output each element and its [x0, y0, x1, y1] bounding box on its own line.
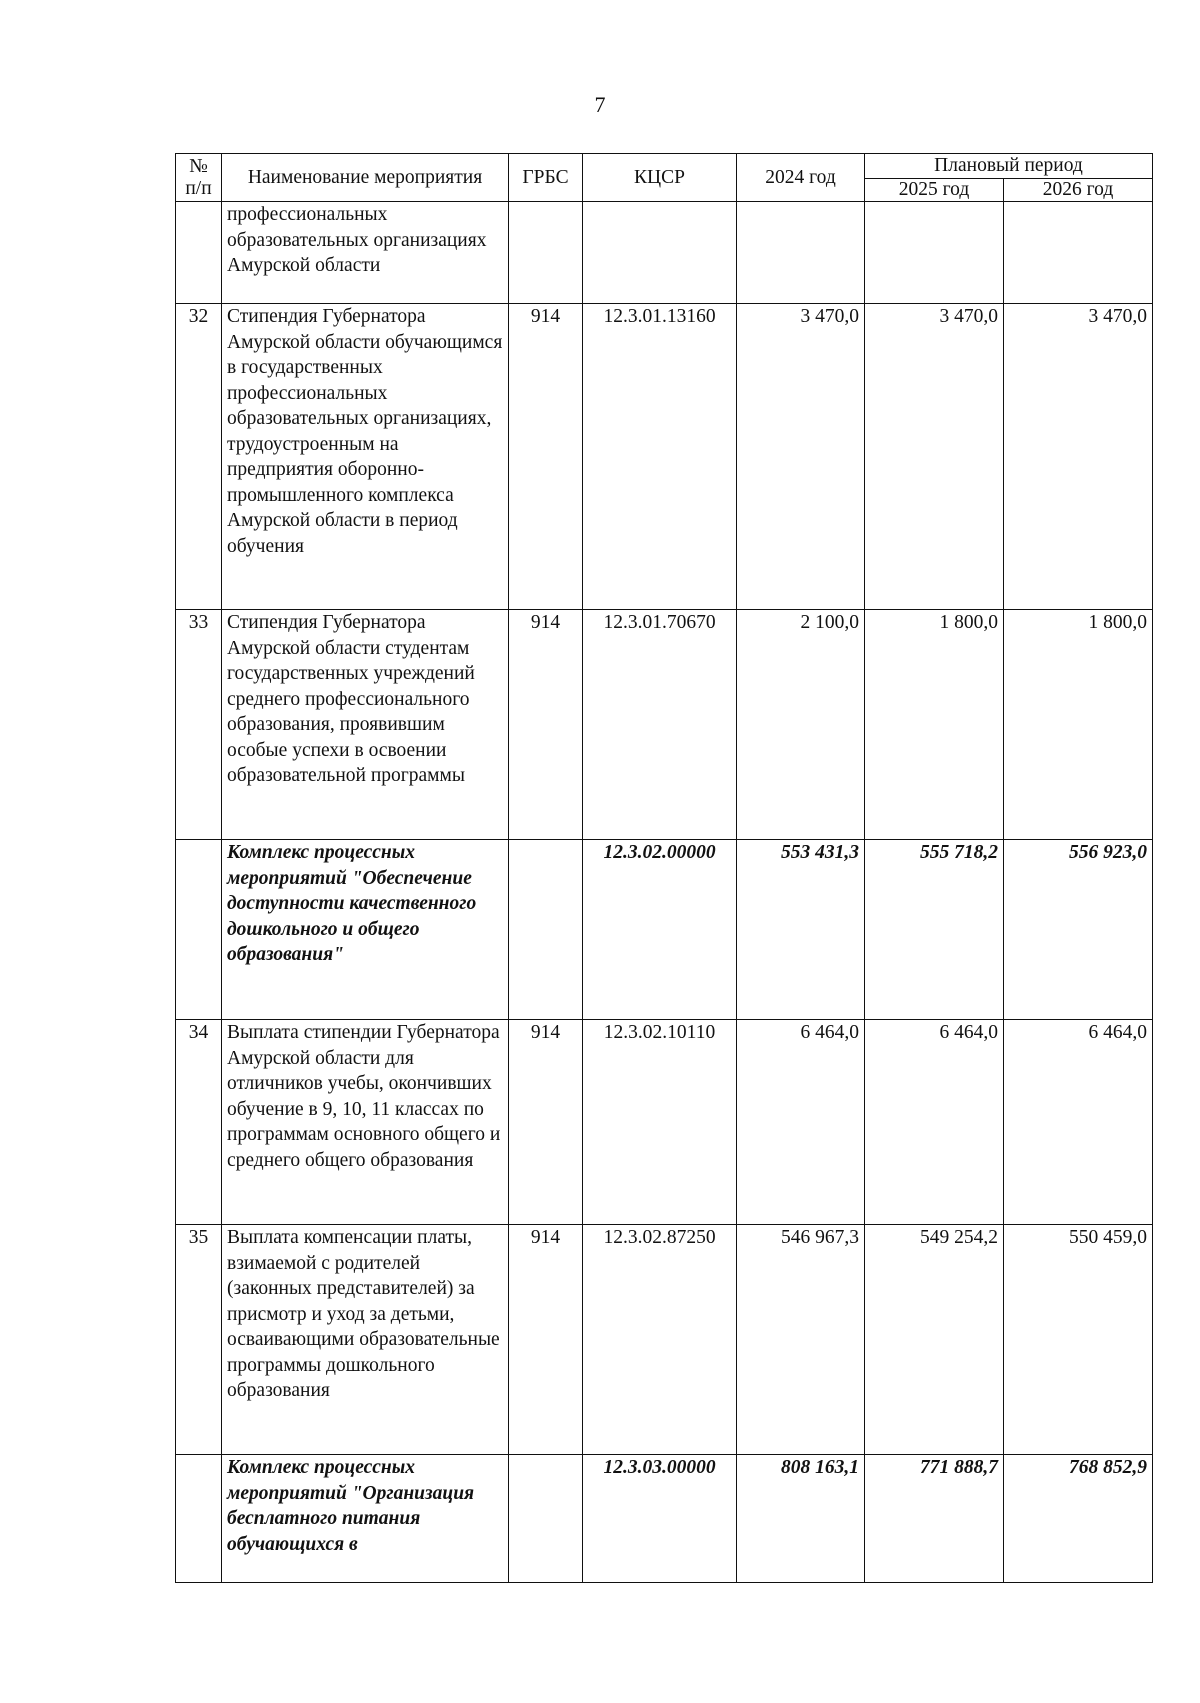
- row-grbs: 914: [509, 304, 583, 610]
- row-kcsr: [583, 202, 737, 304]
- row-name: Выплата стипендии Губернатора Амурской области для отличников учебы, окончивших обучение в 9, 10, 11 классах по программам основного общего и среднего общего образования: [222, 1020, 509, 1225]
- header-num: № п/п: [176, 154, 222, 202]
- table-row-complex: [176, 840, 1153, 1020]
- header-kcsr: КЦСР: [583, 154, 737, 202]
- row-num: 35: [176, 1225, 222, 1455]
- row-2024: [737, 202, 865, 304]
- row-kcsr: 12.3.02.00000: [583, 840, 737, 1020]
- row-2025: 771 888,7: [865, 1455, 1004, 1583]
- table-row: [176, 1225, 1153, 1455]
- page-number: 7: [594, 92, 606, 117]
- row-2024: 3 470,0: [737, 304, 865, 610]
- row-kcsr: 12.3.02.87250: [583, 1225, 737, 1455]
- row-num: 33: [176, 610, 222, 840]
- row-name: Комплекс процессных мероприятий "Обеспечение доступности качественного дошкольного и общего образования": [222, 840, 509, 1020]
- row-kcsr: 12.3.02.10110: [583, 1020, 737, 1225]
- table-row: [176, 304, 1153, 610]
- row-name: профессиональных образовательных организациях Амурской области: [222, 202, 509, 304]
- row-name: Стипендия Губернатора Амурской области обучающимся в государственных профессиональных образовательных организациях, трудоустроенным на предприятия оборонно-промышленного комплекса Амурской области в период обучения: [222, 304, 509, 610]
- row-2026: [1004, 202, 1153, 304]
- row-kcsr: 12.3.01.70670: [583, 610, 737, 840]
- row-2025: 3 470,0: [865, 304, 1004, 610]
- table-row-complex: [176, 1455, 1153, 1583]
- header-2024: 2024 год: [737, 154, 865, 202]
- header-2025: 2025 год: [865, 179, 1004, 202]
- header-planned-period: Плановый период: [865, 154, 1153, 179]
- row-2026: 768 852,9: [1004, 1455, 1153, 1583]
- row-name: Комплекс процессных мероприятий "Организация бесплатного питания обучающихся в: [222, 1455, 509, 1583]
- row-num: 34: [176, 1020, 222, 1225]
- row-grbs: [509, 1455, 583, 1583]
- row-name: Стипендия Губернатора Амурской области студентам государственных учреждений среднего профессионального образования, проявившим особые успехи в освоении образовательной программы: [222, 610, 509, 840]
- row-name: Выплата компенсации платы, взимаемой с родителей (законных представителей) за присмотр и уход за детьми, осваивающими образовательные программы дошкольного образования: [222, 1225, 509, 1455]
- row-2025: 1 800,0: [865, 610, 1004, 840]
- header-2026: 2026 год: [1004, 179, 1153, 202]
- table-row: [176, 610, 1153, 840]
- row-num: [176, 840, 222, 1020]
- row-2026: 550 459,0: [1004, 1225, 1153, 1455]
- row-num: [176, 1455, 222, 1583]
- row-grbs: 914: [509, 1225, 583, 1455]
- row-2026: 556 923,0: [1004, 840, 1153, 1020]
- row-grbs: [509, 202, 583, 304]
- row-num: [176, 202, 222, 304]
- header-grbs: ГРБС: [509, 154, 583, 202]
- budget-table: [175, 153, 1153, 1583]
- row-grbs: [509, 840, 583, 1020]
- row-2024: 2 100,0: [737, 610, 865, 840]
- row-2026: 3 470,0: [1004, 304, 1153, 610]
- row-kcsr: 12.3.03.00000: [583, 1455, 737, 1583]
- row-2025: [865, 202, 1004, 304]
- row-2024: 808 163,1: [737, 1455, 865, 1583]
- row-2026: 1 800,0: [1004, 610, 1153, 840]
- row-2024: 553 431,3: [737, 840, 865, 1020]
- row-num: 32: [176, 304, 222, 610]
- row-grbs: 914: [509, 610, 583, 840]
- row-2025: 555 718,2: [865, 840, 1004, 1020]
- row-2026: 6 464,0: [1004, 1020, 1153, 1225]
- table-header: [176, 154, 1153, 202]
- row-2024: 546 967,3: [737, 1225, 865, 1455]
- table-row: [176, 1020, 1153, 1225]
- row-2025: 549 254,2: [865, 1225, 1004, 1455]
- row-2025: 6 464,0: [865, 1020, 1004, 1225]
- table-row: [176, 202, 1153, 304]
- row-grbs: 914: [509, 1020, 583, 1225]
- header-name: Наименование мероприятия: [222, 154, 509, 202]
- row-2024: 6 464,0: [737, 1020, 865, 1225]
- row-kcsr: 12.3.01.13160: [583, 304, 737, 610]
